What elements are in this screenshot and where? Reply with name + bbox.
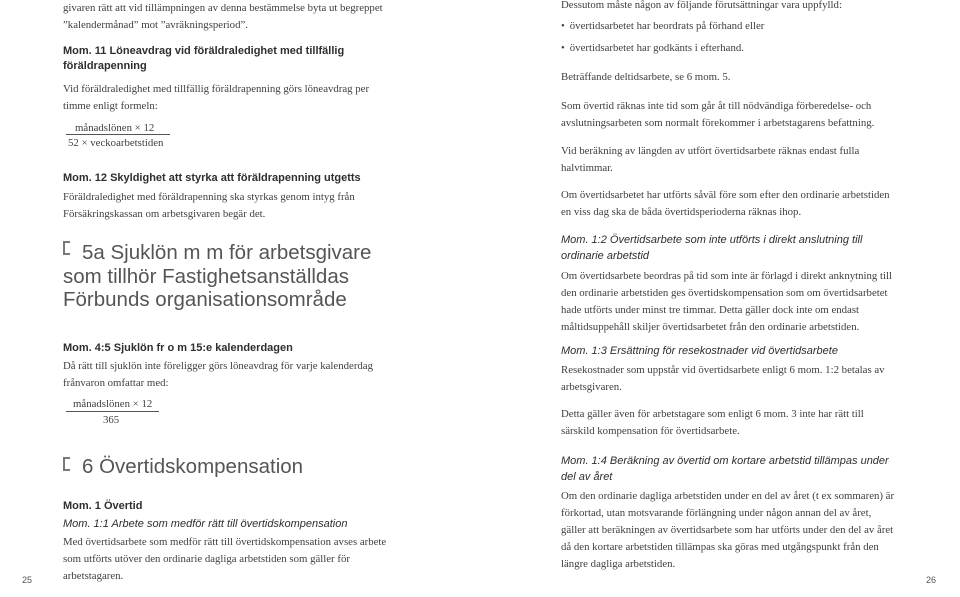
- mom1-2-body: Om övertidsarbete beordras på tid som inte är förlagd i direkt anknytning till den ordinarie arbetstiden ges övertidskompensation som om övertidsarbetet hade utförts under minst tre timmar. Detta gäller dock inte om endast måltidsuppehåll skiljer övertidsarbetet från den ordinarie arbetstiden.: [561, 270, 893, 333]
- combined-paragraph: Om övertidsarbetet har utförts såväl före som efter den ordinarie arbetstiden en viss dag ska de båda övertidsperioderna räknas ihop.: [561, 189, 890, 218]
- mom11-heading: Mom. 11 Löneavdrag vid föräldraledighet med tillfällig föräldrapenning: [63, 45, 345, 72]
- mom1-2-heading: Mom. 1:2 Övertidsarbete som inte utförts i direkt anslutning till ordinarie arbetstid: [561, 234, 863, 262]
- mom1-4-heading: Mom. 1:4 Beräkning av övertid om kortare arbetstid tillämpas under del av året: [561, 455, 889, 483]
- mom1-3-body-2: Detta gäller även för arbetstagare som enligt 6 mom. 3 inte har rätt till särskild kompensation för övertidsarbete.: [561, 408, 864, 437]
- mom1-heading: Mom. 1 Övertid: [63, 500, 143, 512]
- mom1-1-heading: Mom. 1:1 Arbete som medför rätt till övertidskompensation: [63, 518, 348, 530]
- bullet-item: • övertidsarbetet har godkänts i efterhand.: [561, 40, 898, 57]
- section-6-heading: 6 Övertidskompensation: [82, 455, 304, 478]
- page-number-left: 25: [22, 575, 33, 585]
- formula2-numerator: månadslönen × 12: [73, 398, 153, 410]
- formula2-denominator: 365: [103, 414, 120, 426]
- calculation-paragraph: Vid beräkning av längden av utfört övertidsarbete räknas endast fulla halvtimmar.: [561, 145, 860, 174]
- mom45-heading: Mom. 4:5 Sjuklön fr o m 15:e kalenderdagen: [63, 342, 293, 354]
- part-time-paragraph: Beträffande deltidsarbete, se 6 mom. 5.: [561, 71, 731, 83]
- mom12-body: Föräldraledighet med föräldrapenning ska styrkas genom intyg från Försäkringskassan om arbetsgivaren begär det.: [63, 191, 355, 220]
- bullet-item: • övertidsarbetet har beordrats på förhand eller: [561, 18, 898, 35]
- mom1-4-body: Om den ordinarie dagliga arbetstiden under en del av året (t ex sommaren) är förkortad, utan motsvarande förlängning under någon annan del av året, gäller att beräkningen av övertidsarbete som har utförts under den del av året då den kortare arbetstiden tillämpas ska göras med utgångspunkt från den längre dagliga arbetstiden.: [561, 490, 895, 570]
- page-number-right: 26: [926, 575, 937, 585]
- mom1-1-body: Med övertidsarbete som medför rätt till övertidskompensation avses arbete som utförts utöver den ordinarie dagliga arbetstiden som gäller för arbetstagaren.: [63, 536, 387, 582]
- mom45-body: Då rätt till sjuklön inte föreligger görs löneavdrag för varje kalenderdag frånvaron omfattar med:: [63, 360, 373, 389]
- intro-paragraph: givaren rätt att vid tillämpningen av denna bestämmelse byta ut begreppet ”kalendermånad” mot ”avräkningsperiod”.: [63, 2, 383, 31]
- mom1-3-body-1: Resekostnader som uppstår vid övertidsarbete enligt 6 mom. 1:2 betalas av arbetsgivaren.: [561, 364, 885, 393]
- mom1-3-heading: Mom. 1:3 Ersättning för resekostnader vid övertidsarbete: [561, 345, 838, 357]
- mom11-body: Vid föräldraledighet med tillfällig föräldrapenning görs löneavdrag per timme enligt formeln:: [63, 83, 370, 112]
- conditions-intro: Dessutom måste någon av följande förutsättningar vara uppfylld:: [561, 0, 842, 11]
- formula1-numerator: månadslönen × 12: [75, 122, 155, 134]
- mom12-heading: Mom. 12 Skyldighet att styrka att föräldrapenning utgetts: [63, 172, 361, 184]
- preparation-paragraph: Som övertid räknas inte tid som går åt till nödvändiga förberedelse- och avslutningsarbeten som normalt förekommer i arbetstagarens befattning.: [561, 100, 875, 129]
- formula1-denominator: 52 × veckoarbetstiden: [68, 137, 164, 149]
- section-5a-heading: 5a Sjuklön m m för arbetsgivare som tillhör Fastighetsanställdas Förbunds organisationsområde: [63, 241, 372, 311]
